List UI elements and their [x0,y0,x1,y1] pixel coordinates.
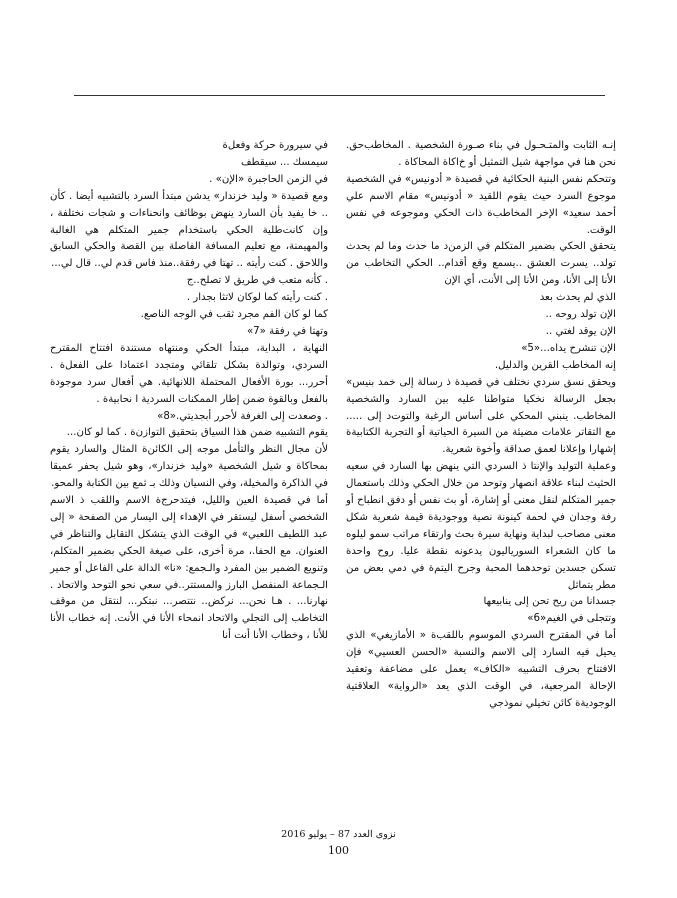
text-column-left [50,138,328,645]
issue-footer: نزوى العدد 87 – يوليو 2016 [281,829,396,840]
poem-line: سيمسك ... سيقطف [240,156,328,168]
poem-line: وتهتا في رفقة «7» [246,325,328,337]
poem-line: الإن يوقد لغتي .. [545,325,616,337]
paragraph: أما في المقترح السردي الموسوم باللقب‌ة « الأمازيغي» الذي يحيل فيه السارد إلى الاسم والنسبة «الحسن العسيي» فإن الافتتاح بحرف التشبيه «الكاف» يعمل على مضاعفة وتعقيد الإحالة المرجعية، في الوقت الذي يعد «الرواية» العلاقتية الوجودية‌ة كائن تخيلي نموذجي [346,630,616,709]
poem-line: . كنت رأيته كما لوكان لاتثا بجدار . [186,292,328,304]
poem-line: الإن تولد روحه .. [545,309,616,321]
paragraph: النهاية ، البداية، مبتدأ الحكي ومنتهاه مستند‌ة افتتاح المقترح السردي، وتوالدة بشكل تلقائي ومتجدد اعتمادا على الفعل‌ة . أحرر... بورة الأفعال المحتملة اللانهائية. هي أفعال سرد موجودة بالفعل وبالقوة ضمن إطار الممكنات السردية ا نحابية‌ة . [50,342,328,405]
paragraph: إنه المخاطب القرين والدليل. [494,359,616,371]
poem-line: في سيرورة حركة وفعل‌ة [222,140,328,151]
poem-line: . وصعدت إلى الغرفة لأحرر أبجديتي.«8» [157,410,328,422]
poem-line: كما لو كان الفم مجرد ثقب في الوجه الناصع. [140,309,328,321]
paragraph: وتتحكم نفس البنية الحكائية في قصيدة « أدونيس» في الشخصية موجوع السرد حيث يقوم اللقيد « أدونيس» مقام الاسم علي أحمد سعيد» الإخر المخاطب‌ة ذات الحكي وموجوعه في نفس الوقت. [346,173,616,236]
poem-line: . كأنه متعب في طريق لا تصلح..ج [186,275,328,287]
paragraph: يتحقق الحكي بضمير المتكلم في الزمن‌د ما حدث وما لم يحدث تولد.. يسرت العشق ..يسمع وقع أقدام.. الحكي التخاطب من الأنا إلى الأنا، ومن الأنا إلى الأنت، أي الإن [346,241,616,287]
paragraph: يقوم التشبيه ضمن هذا السياق بتحقيق التوازن‌ة . كما لو كان... [66,427,328,439]
paragraph: أما في قصيدة العين والليل، فيتدحرج‌ة الاسم واللقب ذ الاسم الشخصي أسفل ليستقر في الإهداء إلى اليسار من الصفحة « إلى عبد اللطيف اللعبي» في الوقت الذي يتشكل التقابل والتناظر في العنوان. مع الحفا.، مرة أخرى، على صيغة الحكي بضمير المتكلم، وتنويع الضمير بين المفرد والـجمع: «نا» الدالة على الفاعل أو جمير الـجماعة المنفصل البارز والمستتر..في سعي نحو التوحد والاتحاد . نهارنا... . هـا نحن... نركض.. نتتصر... نبتكر... لنتقل من موقف التخاطب إلى التجلي والاتحاد انمحاء الأنا في الأنت. إنه خطاب الأنا للأنا ، وخطاب الأنا أنت أنا [50,495,328,642]
poem-line: وتتجلى في الغيم«6» [527,613,616,625]
paragraph: لأن مجال النظر والتأمل موجه إلى الكائن‌ة المثال والسارد يقوم بمحاكاة و شيل الشخصية «وليد خزندار»، وهو شيل يحفر عميقا في الذاكرة والمخيلة، وفي النسيان وذلك بـ ثمع بين الكتابة والمحو. [50,444,328,490]
header-rule [74,95,605,96]
paragraph: إنـه الثابت والمتـحـول في بناء صـورة الشخصية . المخاطب‌حق. نحن هنا في مواجهة شيل التمثيل أو خ‌اكاة المحاكاة . [346,140,616,168]
poem-line: الإن تنشرح يداه...«5» [521,342,616,354]
text-column-right [346,138,616,713]
paragraph: وعملية التوليد والإنتا ذ السردي التي ينهض بها السارد في سعيه الحثيث لبناء علاقة انصهار وتوحد من خلال الحكي وذلك باستعمال جمير المتكلم لنقل معنى أو إشارة، أو بث نفس أو دفق انطباح أو رفة وجدان في لحمة كينونة نصية ووجودية‌ة قيمة شعرية شكل معنى مصاحب لبداية ونهاية سيرة بحث وارتقاء مراتب سمو ليلوه ما كان الشعراء السورياليون يدعونه نقطة عليا. روح واحدة تسكن جسدين توحدهما المحبة وجرح اليتم‌ة في دمي بعض من مطر يتماثل [346,461,616,591]
paragraph: ومع قصيدة « وليد خزندار» يدشن مبتدأ السرد بالتشبيه أيضا . كأن .. خا يفيد بأن السارد ينهض بوظائف وانحناءات و شجات نختلفة ، وإن كانت‌طلية الحكي باستخدام جمير المتكلم هي الغالبة والمهيمنة، مع تعليم المسافة الفاصلة بين القصة والحكي السابق واللاحق . كنت رأيته .. تهتا في رفقة..منذ فاس قدم لي.. قال لي... [50,190,328,270]
paragraph: ويحقق نسق سردي نختلف في قصيدة ذ رسالة إلى ‌خمد بنيس» بجعل الرسالة نخكيا متواطنا عليه بين السارد والشخصية المخاطب. ينبني المحكي على أساس الرغبة والتوت‌د إلى ..... مع التقاتر علامات مضيئة من السيرة الحياتية أو التجربة الكتابية‌ة إشهارا وإعلانا لعمق صداقة وأخوة شعرية. [346,376,616,456]
poem-line: في الزمن الحاجبرة «الإن» . [209,173,328,185]
page-number: 100 [328,844,349,857]
poem-line: الذي لم يحدث بعد‌ [539,292,616,304]
poem-line: جسدانا من ريح تحن إلى ينابيعها [483,596,616,608]
